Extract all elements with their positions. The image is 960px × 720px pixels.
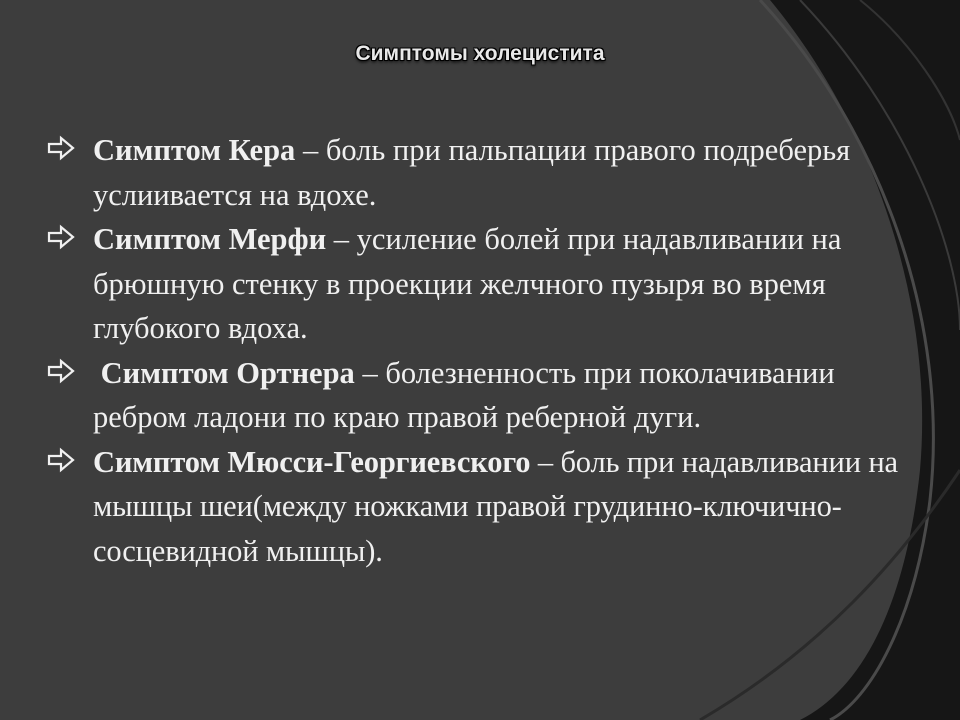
symptom-term: Симптом Ортнера: [93, 355, 355, 390]
list-item: [0, 217, 960, 351]
symptom-term: Симптом Мюсси-Георгиевского: [93, 444, 531, 479]
hollow-arrow-right-icon: [45, 221, 77, 253]
list-item: [0, 128, 960, 217]
symptom-term: Симптом Кера: [93, 133, 296, 167]
hollow-arrow-right-icon: [45, 444, 77, 476]
hollow-arrow-right-icon: [45, 355, 77, 387]
symptom-list: [0, 128, 960, 573]
list-item: [0, 440, 960, 574]
hollow-arrow-right-icon: [45, 132, 77, 164]
symptom-description: – болезненность при поколачивании ребром ладони по краю правой реберной дуги.: [93, 355, 835, 434]
symptom-term: Симптом Мерфи: [93, 222, 327, 256]
symptom-description: – боль при пальпации правого подреберья услиивается на вдохе.: [93, 133, 851, 212]
list-item: [0, 351, 960, 440]
symptom-description: – усиление болей при надавливании на брюшную стенку в проекции желчного пузыря во время глубокого вдоха.: [93, 222, 842, 345]
slide-title: Симптомы холецистита: [355, 42, 605, 65]
symptom-description: – боль при надавливании на мышцы шеи(между ножками правой грудинно-ключично-сосцевидной мышцы).: [93, 444, 898, 568]
